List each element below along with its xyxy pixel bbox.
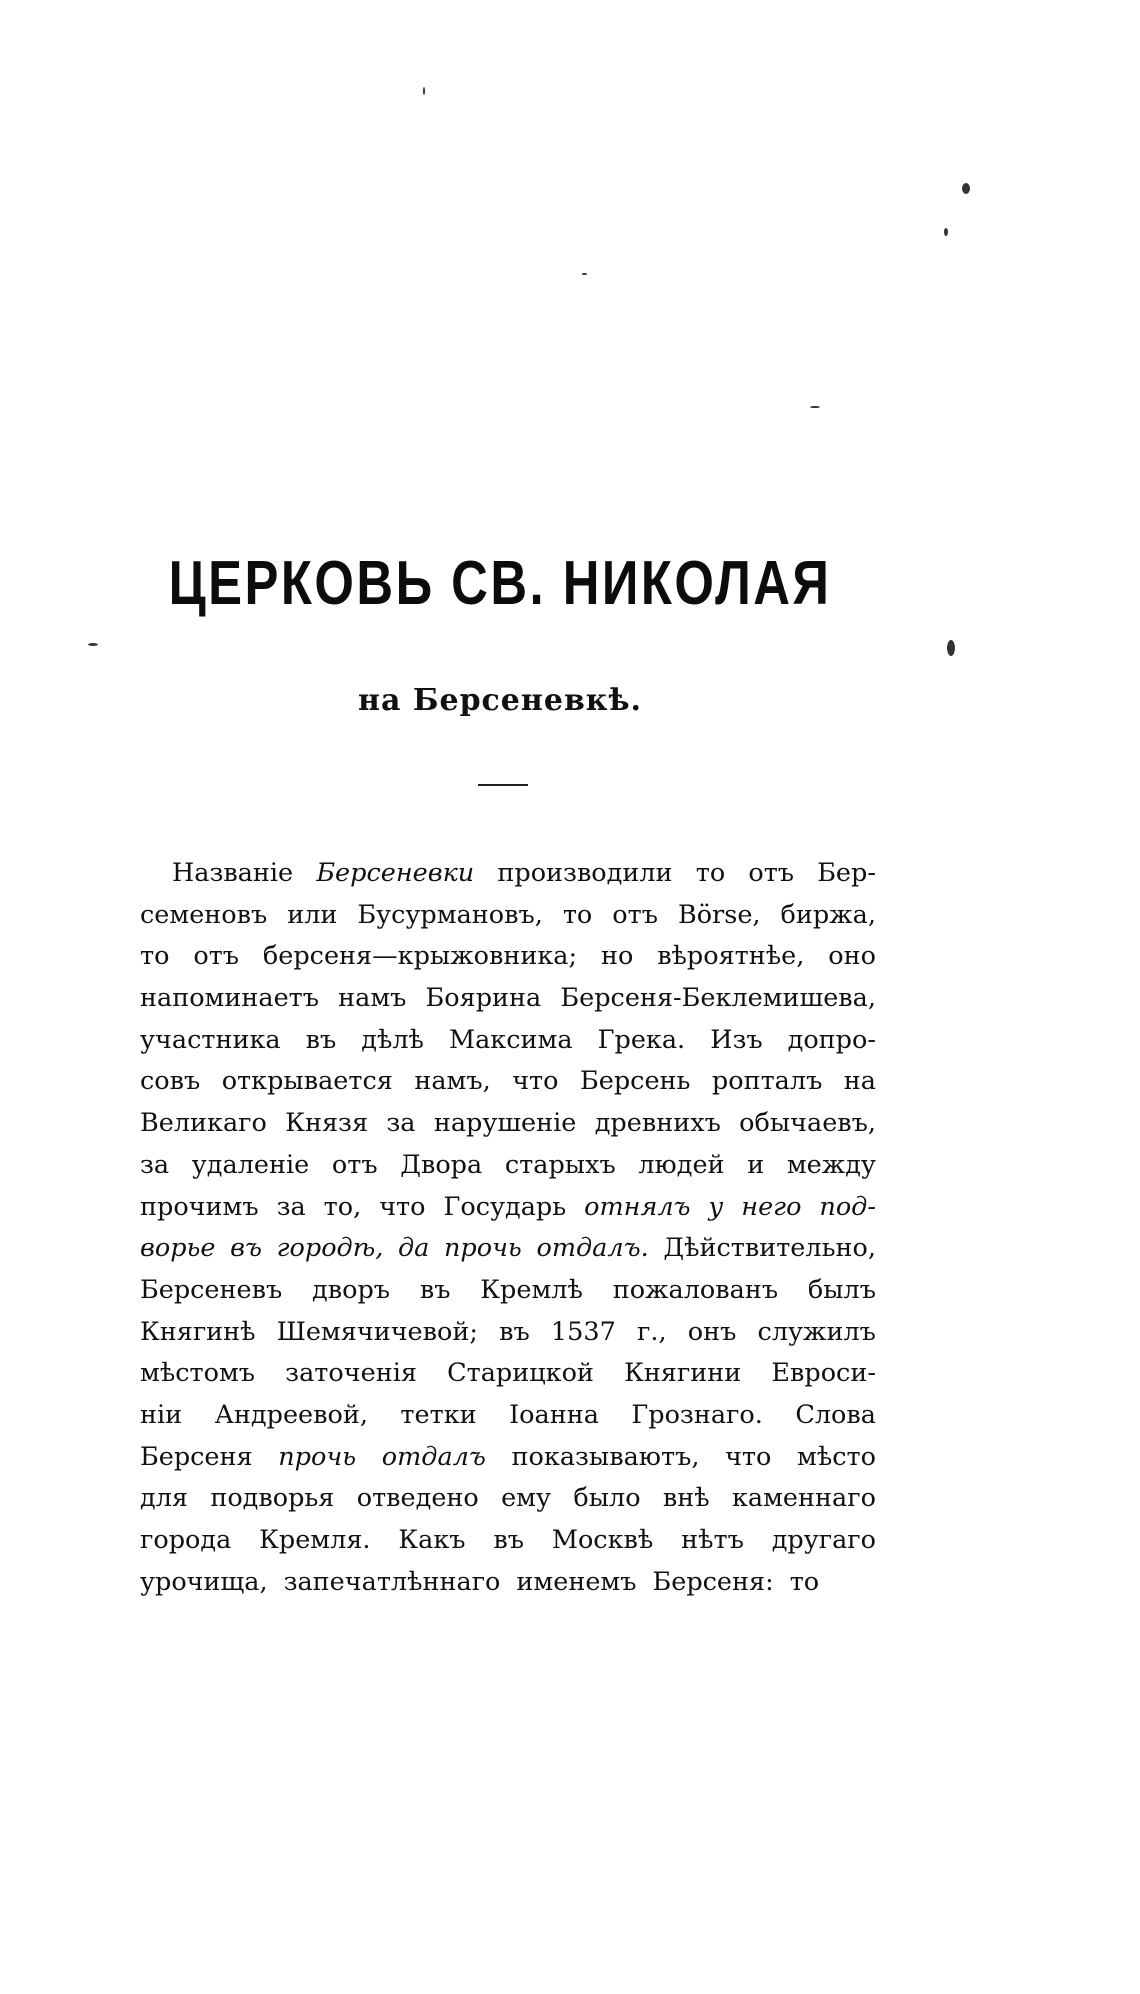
- word: обычаевъ,: [739, 1108, 876, 1139]
- word: Двора: [400, 1149, 483, 1180]
- word: между: [786, 1149, 876, 1180]
- word: Берсеня: [140, 1441, 253, 1472]
- word: что: [379, 1191, 426, 1222]
- word: ропталъ: [711, 1066, 823, 1097]
- word: Изъ: [710, 1024, 763, 1055]
- word: Князя: [285, 1108, 369, 1139]
- text-line: [140, 1145, 876, 1187]
- word: нарушеніе: [433, 1108, 577, 1139]
- text-line: [140, 1061, 876, 1103]
- word: старыхъ: [504, 1149, 616, 1180]
- word: на: [843, 1066, 876, 1097]
- word: или: [287, 899, 338, 930]
- word: Слова: [795, 1399, 876, 1430]
- word: прочимъ: [140, 1191, 259, 1222]
- word: оно: [828, 941, 876, 972]
- word: Börse,: [677, 899, 761, 930]
- word: Берсеня:: [652, 1566, 774, 1597]
- word: мѣстомъ: [140, 1358, 256, 1389]
- word: Какъ: [398, 1525, 466, 1555]
- word: пожалованъ: [612, 1274, 779, 1305]
- word: Берсень: [580, 1066, 691, 1097]
- word: въ: [493, 1525, 524, 1555]
- word: за: [386, 1108, 416, 1139]
- word: людей: [638, 1149, 725, 1180]
- page-title: ЦЕРКОВЬ СВ. НИКОЛАЯ: [168, 549, 832, 618]
- word: служилъ: [757, 1316, 876, 1347]
- word: нѣтъ: [681, 1525, 744, 1555]
- word: отъ: [748, 858, 795, 888]
- word: то,: [323, 1191, 362, 1222]
- word: дворъ: [312, 1274, 391, 1305]
- italic-word: него: [741, 1191, 802, 1222]
- word: Бусурмановъ,: [357, 899, 543, 930]
- word: что: [512, 1066, 559, 1097]
- italic-word: отнялъ: [584, 1191, 691, 1222]
- word: урочища,: [140, 1566, 268, 1597]
- text-line: [140, 978, 876, 1020]
- word: Максима: [448, 1024, 573, 1055]
- word: допро-: [787, 1024, 876, 1055]
- word: Берсеневъ: [140, 1274, 283, 1305]
- word: биржа,: [780, 899, 876, 930]
- word: Москвѣ: [551, 1525, 654, 1555]
- text-line: [140, 1562, 876, 1604]
- word: Кремля.: [259, 1525, 371, 1555]
- word: Грека.: [597, 1024, 686, 1055]
- ink-speck: [582, 273, 587, 275]
- word: Старицкой: [447, 1358, 594, 1389]
- word: Княгинѣ: [140, 1316, 256, 1347]
- text-line: [140, 1228, 876, 1270]
- text-line: [140, 1103, 876, 1145]
- word: за: [276, 1191, 306, 1222]
- text-line: [140, 1187, 876, 1229]
- word: именемъ: [516, 1566, 637, 1597]
- word: для: [140, 1483, 188, 1514]
- word: тетки: [400, 1399, 477, 1430]
- italic-word: отдалъ: [381, 1441, 486, 1472]
- text-line: [140, 1437, 876, 1479]
- ink-speck: [944, 228, 948, 236]
- word: запечатлѣннаго: [283, 1566, 501, 1597]
- ink-speck: [962, 183, 970, 194]
- word: то: [789, 1566, 820, 1597]
- word: былъ: [807, 1274, 876, 1305]
- word: Кремлѣ: [480, 1274, 583, 1305]
- italic-word: да: [397, 1233, 430, 1264]
- word: то: [695, 858, 726, 888]
- word: Княгини: [624, 1358, 742, 1389]
- text-line: [140, 1270, 876, 1312]
- word: Грознаго.: [631, 1399, 763, 1430]
- word: другаго: [771, 1525, 876, 1555]
- ink-speck: [947, 640, 955, 656]
- word: и: [747, 1149, 765, 1180]
- text-line: [140, 936, 876, 978]
- italic-word: под-: [819, 1191, 876, 1222]
- word: совъ: [140, 1066, 201, 1097]
- word: заточенія: [285, 1358, 417, 1389]
- word: ему: [501, 1483, 552, 1514]
- word: ніи: [140, 1399, 183, 1430]
- body-paragraph: [140, 853, 876, 1603]
- word: отъ: [612, 899, 658, 930]
- page-subtitle: на Берсеневкѣ.: [358, 683, 642, 718]
- word: каменнаго: [731, 1483, 876, 1514]
- word: Евроси-: [771, 1358, 876, 1389]
- word: отведено: [356, 1483, 479, 1514]
- word: города: [140, 1525, 232, 1555]
- word: подворья: [210, 1483, 335, 1514]
- text-line: [140, 1395, 876, 1437]
- word: отъ: [193, 941, 240, 972]
- word: семеновъ: [140, 899, 268, 930]
- word: открывается: [221, 1066, 393, 1097]
- word: въ: [305, 1024, 337, 1055]
- word: что: [725, 1441, 772, 1472]
- word: онъ: [687, 1316, 737, 1347]
- word: то: [562, 899, 593, 930]
- text-line: [140, 1353, 876, 1395]
- word: было: [573, 1483, 641, 1514]
- word: въ: [499, 1316, 530, 1347]
- ink-speck: [810, 406, 820, 408]
- word: Андреевой,: [214, 1399, 368, 1430]
- word: то: [140, 941, 170, 972]
- italic-word: въ: [230, 1233, 262, 1264]
- word: Іоанна: [509, 1399, 599, 1430]
- word: Шемячичевой;: [276, 1316, 478, 1347]
- italic-word: ворье: [140, 1233, 216, 1264]
- word: 1537: [550, 1316, 616, 1347]
- word: въ: [419, 1274, 451, 1305]
- section-divider: [478, 784, 528, 786]
- word: Дѣйствительно,: [663, 1233, 876, 1264]
- text-line: [140, 1312, 876, 1354]
- word: но: [600, 941, 634, 972]
- text-line: [140, 1020, 876, 1062]
- ink-speck: [88, 643, 98, 646]
- word: отъ: [331, 1149, 378, 1180]
- word: намъ: [338, 983, 407, 1014]
- italic-word: отдалъ.: [536, 1233, 649, 1264]
- word: древнихъ: [594, 1108, 721, 1139]
- text-line: [140, 1520, 876, 1562]
- word: берсеня—крыжовника;: [262, 941, 578, 972]
- word: Названіе: [172, 858, 294, 888]
- italic-word: прочь: [443, 1233, 522, 1264]
- word: Великаго: [140, 1108, 267, 1139]
- word: напоминаетъ: [140, 983, 319, 1014]
- word: удаленіе: [191, 1149, 310, 1180]
- word: Государь: [443, 1191, 567, 1222]
- ink-speck: [423, 87, 425, 95]
- italic-word: Берсеневки: [316, 858, 475, 888]
- word: мѣсто: [797, 1441, 876, 1472]
- word: г.,: [637, 1316, 667, 1347]
- italic-word: прочь: [278, 1441, 357, 1472]
- word: Бер-: [817, 858, 876, 888]
- italic-word: у: [708, 1191, 724, 1222]
- text-line: [140, 895, 876, 937]
- word: внѣ: [662, 1483, 710, 1514]
- word: производили: [497, 858, 673, 888]
- word: вѣроятнѣе,: [657, 941, 805, 972]
- word: дѣлѣ: [361, 1024, 424, 1055]
- word: Берсеня-Беклемишева,: [560, 983, 876, 1014]
- word: за: [140, 1149, 170, 1180]
- word: показываютъ,: [511, 1441, 700, 1472]
- text-line: [140, 853, 876, 895]
- italic-word: городѣ,: [276, 1233, 384, 1264]
- word: намъ,: [414, 1066, 491, 1097]
- word: участника: [140, 1024, 281, 1055]
- text-line: [140, 1478, 876, 1520]
- word: Боярина: [425, 983, 542, 1014]
